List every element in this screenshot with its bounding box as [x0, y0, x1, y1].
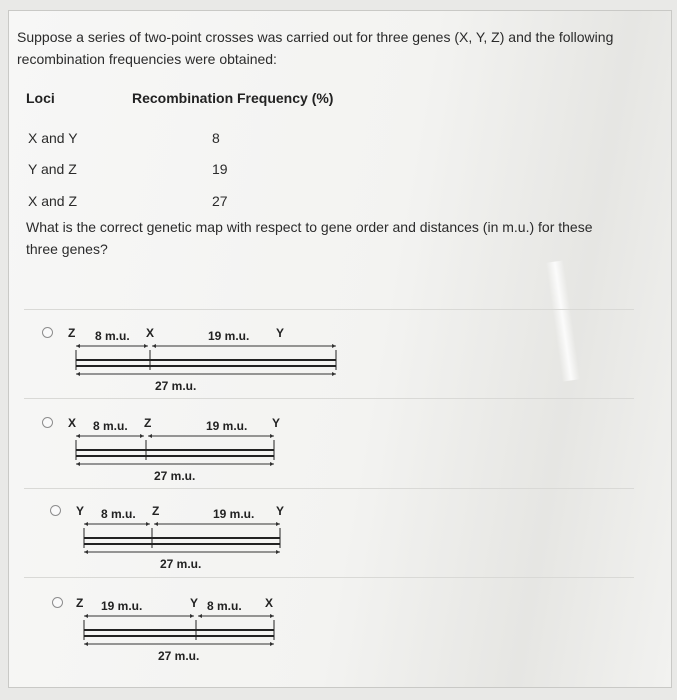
row-frequency: 27	[212, 193, 228, 209]
row-loci: X and Y	[28, 130, 78, 146]
row-loci: Y and Z	[28, 161, 77, 177]
row-loci: X and Z	[28, 193, 78, 209]
gene-left-label: X	[68, 416, 77, 430]
distance-left-label: 19 m.u.	[101, 599, 143, 613]
distance-left-label: 8 m.u.	[95, 329, 130, 343]
row-frequency: 8	[212, 130, 220, 146]
distance-left-label: 8 m.u.	[101, 507, 136, 521]
distance-right-label: 19 m.u.	[206, 419, 248, 433]
row-frequency: 19	[212, 161, 228, 177]
loci-column-header: Loci	[26, 90, 55, 106]
genetic-map-diagram	[0, 412, 677, 492]
genetic-map-diagram	[0, 500, 677, 580]
distance-total-label: 27 m.u.	[160, 557, 202, 571]
gene-middle-label: Z	[144, 416, 152, 430]
gene-left-label: Z	[76, 596, 84, 610]
frequency-column-header: Recombination Frequency (%)	[132, 90, 334, 106]
gene-left-label: Y	[76, 504, 85, 518]
gene-right-label: Y	[276, 504, 285, 518]
question-intro: Suppose a series of two-point crosses was carried out for three genes (X, Y, Z) and the following recombination frequencies were obtained:	[17, 29, 614, 67]
distance-total-label: 27 m.u.	[154, 469, 196, 483]
distance-total-label: 27 m.u.	[158, 649, 200, 663]
distance-right-label: 19 m.u.	[213, 507, 255, 521]
gene-left-label: Z	[68, 326, 76, 340]
distance-right-label: 8 m.u.	[207, 599, 242, 613]
gene-middle-label: X	[146, 326, 155, 340]
divider	[24, 309, 634, 310]
question-prompt: What is the correct genetic map with respect to gene order and distances (in m.u.) for these three genes?	[26, 219, 593, 257]
genetic-map-diagram	[0, 592, 677, 672]
distance-right-label: 19 m.u.	[208, 329, 250, 343]
gene-right-label: Y	[276, 326, 285, 340]
gene-right-label: Y	[272, 416, 281, 430]
gene-middle-label: Z	[152, 504, 160, 518]
gene-right-label: X	[265, 596, 274, 610]
genetic-map-diagram	[0, 322, 677, 402]
distance-left-label: 8 m.u.	[93, 419, 128, 433]
gene-middle-label: Y	[190, 596, 199, 610]
distance-total-label: 27 m.u.	[155, 379, 197, 393]
